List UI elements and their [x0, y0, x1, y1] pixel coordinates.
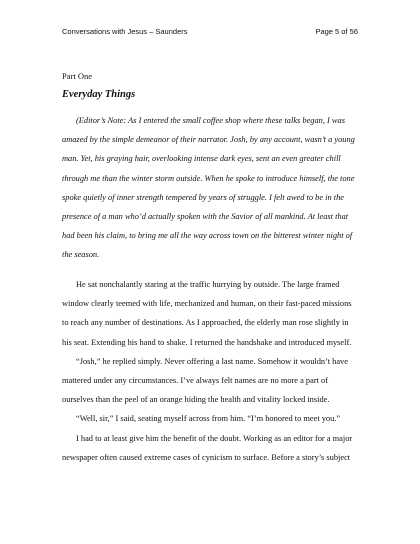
header-title: Conversations with Jesus – Saunders [62, 27, 188, 36]
paragraph: I had to at least give him the benefit of the doubt. Working as an editor for a major newspaper often caused extreme cases of cynicism to surface. Before a story’s subject [62, 433, 353, 462]
paragraph: “Josh,” he replied simply. Never offering a last name. Somehow it wouldn’t have mattered under any circumstances. I’ve always felt names are no more a part of ourselves than the peel of an orange hiding the health and vitality locked inside. [62, 356, 348, 405]
chapter-title: Everyday Things [62, 89, 136, 100]
part-label: Part One [62, 71, 92, 81]
body-text [62, 275, 358, 467]
paragraph: “Well, sir,” I said, seating myself across from him. “I’m honored to meet you.” [76, 414, 341, 424]
paragraph: He sat nonchalantly staring at the traffic hurrying by outside. The large framed window clearly teemed with life, mechanized and human, on their fast-paced missions to reach any number of destinations. As I approached, the elderly man rose slightly in his seat. Extending his hand to shake. I returned the handshake and introduced myself. [62, 280, 352, 347]
editor-note: (Editor’s Note: As I entered the small coffee shop where these talks began, I was amazed by the simple demeanor of their narrator. Josh, by any account, wasn’t a young man. Yet, his graying hair, overlooking intense dark eyes, sent an even greater chill through me than the winter storm outside. When he spoke to introduce himself, the tone spoke quietly of inner strength tempered by years of struggle. I felt awed to be in the presence of a man who’d actually spoken with the Savior of all mankind. At least that had been his claim, to bring me all the way across town on the bitterest winter night of the season. [62, 116, 355, 260]
page-number: Page 5 of 56 [315, 27, 358, 36]
page-header [62, 27, 358, 36]
